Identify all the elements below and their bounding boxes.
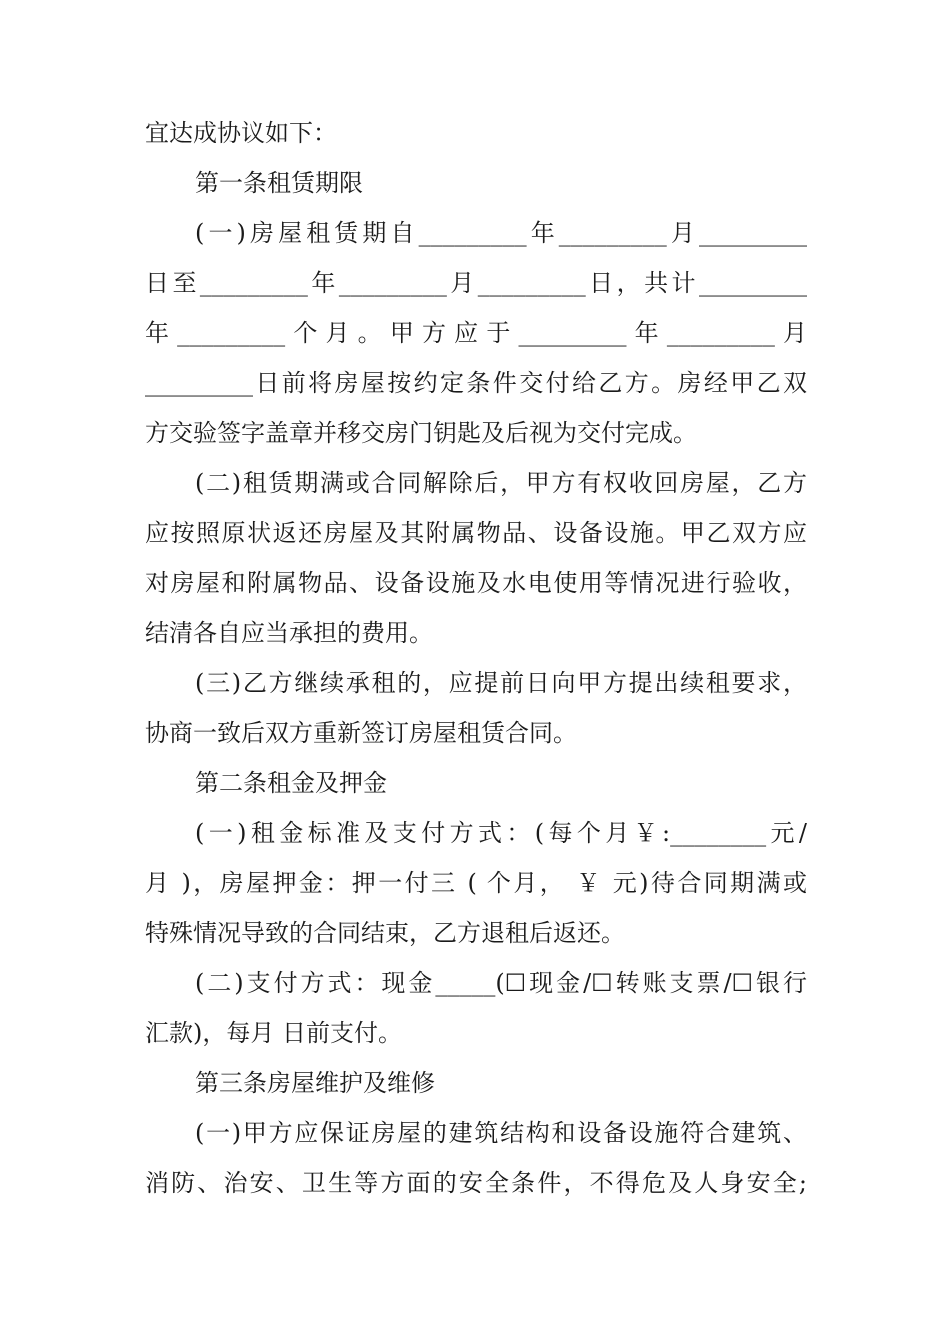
text-line: 年_________个月。甲方应于_________年_________月 <box>145 319 807 347</box>
text-line: _________日前将房屋按约定条件交付给乙方。房经甲乙双 <box>145 369 807 397</box>
section-heading: 第二条租金及押金 <box>195 769 387 797</box>
section-heading: 第三条房屋维护及维修 <box>195 1069 435 1097</box>
section-heading: 第一条租赁期限 <box>195 169 363 197</box>
text-line: (一)租金标准及支付方式：(每个月￥:________元/ <box>195 819 807 847</box>
text-line: (一)甲方应保证房屋的建筑结构和设备设施符合建筑、 <box>195 1119 807 1147</box>
text-line: 协商一致后双方重新签订房屋租赁合同。 <box>145 719 577 747</box>
text-line: 日至_________年_________月_________日，共计_________ <box>145 269 807 297</box>
text-line: (三)乙方继续承租的，应提前日向甲方提出续租要求， <box>195 669 807 697</box>
text-line: 对房屋和附属物品、设备设施及水电使用等情况进行验收， <box>145 569 807 597</box>
text-line: 宜达成协议如下： <box>145 119 337 147</box>
text-line: (二)租赁期满或合同解除后，甲方有权收回房屋，乙方 <box>195 469 807 497</box>
text-line: (一)房屋租赁期自_________年_________月_________ <box>195 219 807 247</box>
text-line: 特殊情况导致的合同结束，乙方退租后返还。 <box>145 919 625 947</box>
text-line: 应按照原状返还房屋及其附属物品、设备设施。甲乙双方应 <box>145 519 807 547</box>
text-line: 方交验签字盖章并移交房门钥匙及后视为交付完成。 <box>145 419 697 447</box>
text-line: (二)支付方式：现金_____(☐现金/☐转账支票/☐银行 <box>195 969 807 997</box>
text-line: 汇款)，每月 日前支付。 <box>145 1019 402 1047</box>
text-line: 月 )，房屋押金：押一付三 ( 个月， ￥ 元)待合同期满或 <box>145 869 807 897</box>
text-line: 消防、治安、卫生等方面的安全条件，不得危及人身安全; <box>145 1169 807 1197</box>
text-line: 结清各自应当承担的费用。 <box>145 619 433 647</box>
